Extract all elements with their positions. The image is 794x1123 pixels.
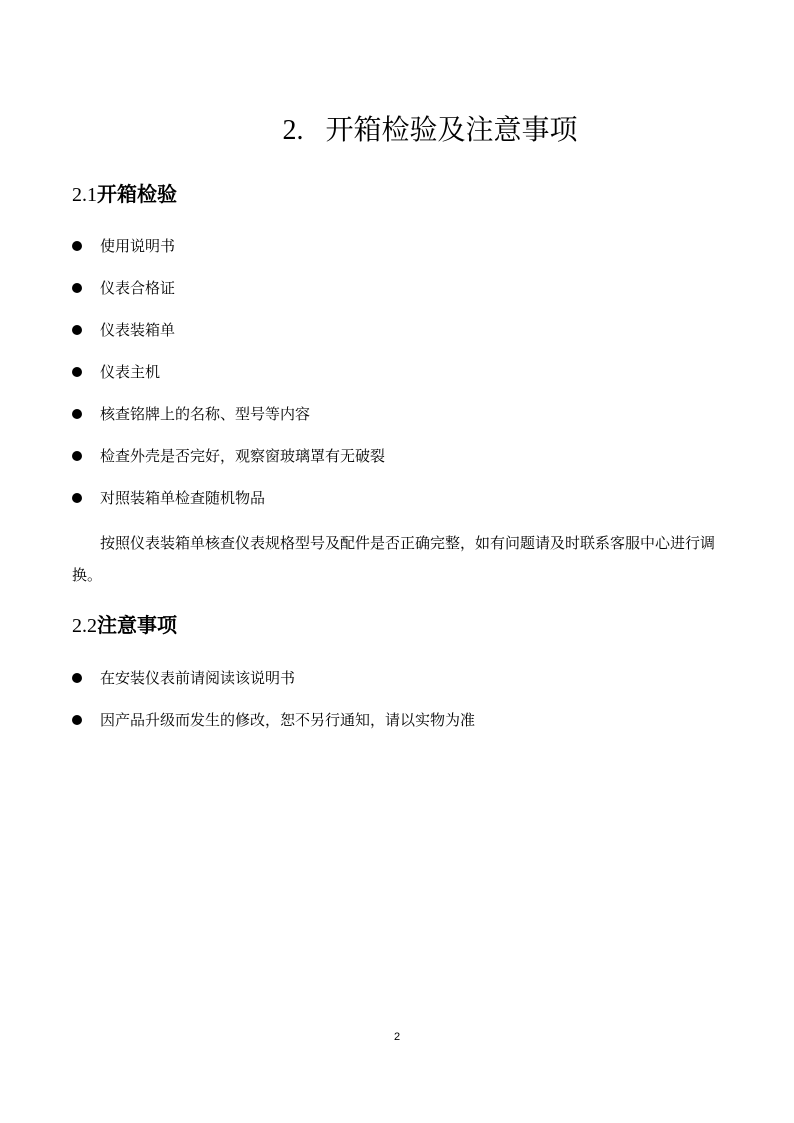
section-title-text: 开箱检验	[97, 182, 177, 206]
list-item-text: 对照装箱单检查随机物品	[100, 489, 266, 507]
chapter-title	[0, 108, 794, 153]
list-item-text: 核查铭牌上的名称、型号等内容	[100, 405, 311, 423]
bullet-icon	[72, 451, 82, 461]
bullet-icon	[72, 367, 82, 377]
list-item-text: 在安装仪表前请阅读该说明书	[100, 669, 296, 687]
page-number: 2	[393, 1031, 401, 1043]
bullet-icon	[72, 673, 82, 683]
chapter-number: 2.	[282, 115, 304, 146]
bullet-icon	[72, 325, 82, 335]
section-title-text: 注意事项	[97, 613, 177, 637]
inspection-paragraph: 按照仪表装箱单核查仪表规格型号及配件是否正确完整，如有问题请及时联系客服中心进行调换。	[72, 534, 716, 584]
section-heading-2-1	[72, 180, 177, 209]
bullet-icon	[72, 493, 82, 503]
chapter-title-text: 开箱检验及注意事项	[325, 113, 578, 146]
list-item-text: 使用说明书	[100, 237, 176, 255]
list-item-text: 仪表装箱单	[100, 321, 176, 339]
bullet-icon	[72, 283, 82, 293]
bullet-icon	[72, 409, 82, 419]
list-item-text: 因产品升级而发生的修改，恕不另行通知，请以实物为准	[100, 711, 476, 729]
section-number: 2.1	[72, 184, 97, 206]
bullet-icon	[72, 715, 82, 725]
section-heading-2-2	[72, 611, 177, 640]
list-item-text: 仪表合格证	[100, 279, 176, 297]
list-item-text: 检查外壳是否完好，观察窗玻璃罩有无破裂	[100, 447, 386, 465]
section-number: 2.2	[72, 615, 97, 637]
list-item-text: 仪表主机	[100, 363, 161, 381]
bullet-icon	[72, 241, 82, 251]
